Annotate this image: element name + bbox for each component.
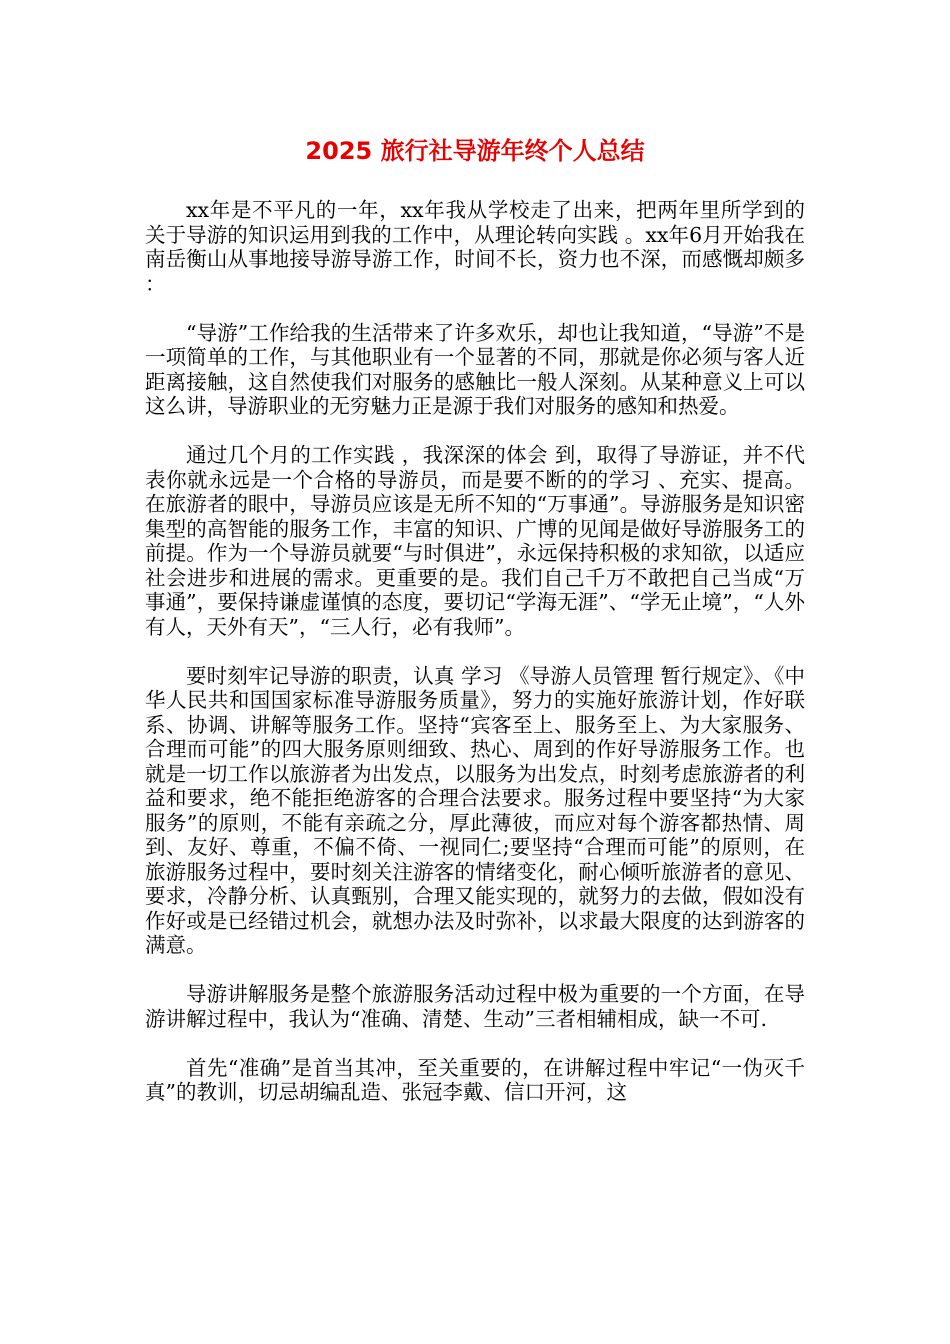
paragraph-4: 要时刻牢记导游的职责，认真 学习 《导游人员管理 暂行规定》、《中华人民共和国国家标准导游服务质量》，努力的实施好旅游计划，作好联系、协调、讲解等服务工作。坚持“宾客至上、服务至上、为大家服务、合理而可能”的四大服务原则细致、热心、周到的作好导游服务工作。也就是一切工作以旅游者为出发点，以服务为出发点，时刻考虑旅游者的利益和要求，绝不能拒绝游客的合理合法要求。服务过程中要坚持“为大家服务”的原则，不能有亲疏之分，厚此薄彼，而应对每个游客都热情、周到、友好、尊重，不偏不倚、一视同仁;要坚持“合理而可能”的原则，在旅游服务过程中，要时刻关注游客的情绪变化，耐心倾听旅游者的意见、要求，冷静分析、认真甄别，合理又能实现的，就努力的去做，假如没有作好或是已经错过机会，就想办法及时弥补，以求最大限度的达到游客的满意。 <box>145 663 805 957</box>
paragraph-5: 导游讲解服务是整个旅游服务活动过程中极为重要的一个方面，在导游讲解过程中，我认为“准确、清楚、生动”三者相辅相成，缺一不可. <box>145 982 805 1031</box>
paragraph-3: 通过几个月的工作实践 ，我深深的体会 到，取得了导游证，并不代表你就永远是一个合格的导游员，而是要不断的的学习 、充实、提高。在旅游者的眼中，导游员应该是无所不知的“万事通”。导游服务是知识密集型的高智能的服务工作，丰富的知识、广博的见闻是做好导游服务工的前提。作为一个导游员就要“与时俱进”，永远保持积极的求知欲，以适应社会进步和进展的需求。更重要的是。我们自己千万不敢把自己当成“万事通”，要保持谦虚谨慎的态度，要切记“学海无涯”、“学无止境”，“人外有人，天外有天”，“三人行，必有我师”。 <box>145 443 805 639</box>
paragraph-2: “导游”工作给我的生活带来了许多欢乐，却也让我知道，“导游”不是一项简单的工作，与其他职业有一个显著的不同，那就是你必须与客人近距离接触，这自然使我们对服务的感触比一般人深刻。从某种意义上可以这么讲，导游职业的无穷魅力正是源于我们对服务的感知和热爱。 <box>145 320 805 418</box>
paragraph-6: 首先“准确”是首当其冲，至关重要的，在讲解过程中牢记“一伪灭千真”的教训，切忌胡编乱造、张冠李戴、信口开河，这 <box>145 1055 805 1104</box>
paragraph-1: xx年是不平凡的一年，xx年我从学校走了出来，把两年里所学到的关于导游的知识运用到我的工作中，从理论转向实践 。xx年6月开始我在南岳衡山从事地接导游导游工作，时间不长，资力也不深，而感慨却颇多： <box>145 198 805 296</box>
document-title: 2025 旅行社导游年终个人总结 <box>305 137 645 165</box>
document-body <box>145 198 805 1129</box>
